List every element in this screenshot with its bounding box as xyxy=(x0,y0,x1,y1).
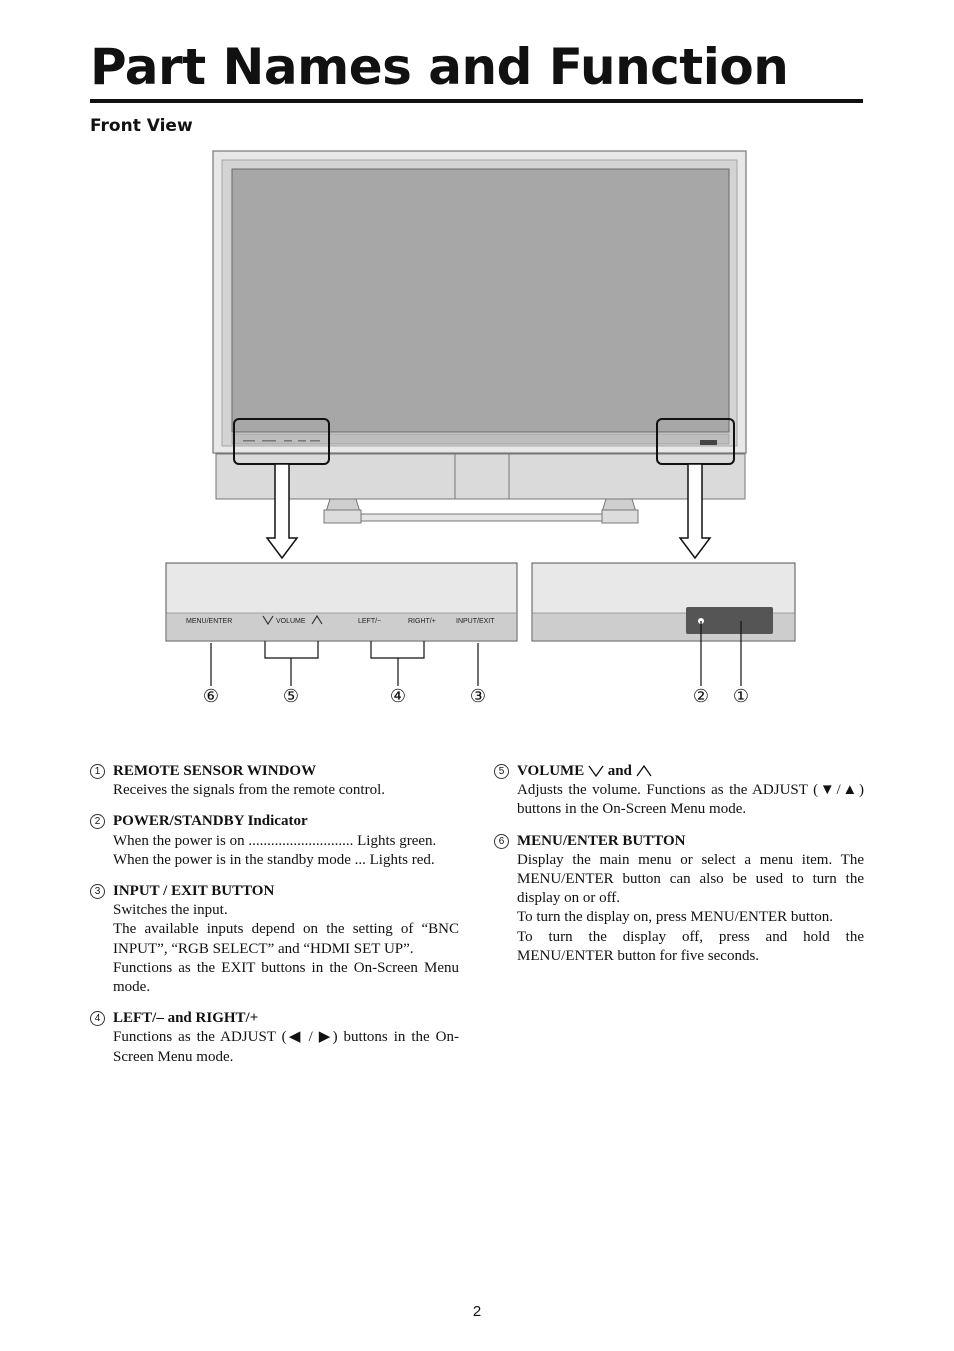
item-text: To turn the display off, press and hold the MENU/ENTER button for five seconds. xyxy=(517,928,864,964)
item-number: 3 xyxy=(90,884,105,899)
panel-label-input-exit: INPUT/EXIT xyxy=(456,618,495,625)
item-input-exit-button xyxy=(90,882,459,997)
item-text: Display the main menu or select a menu item. The MENU/ENTER button can also be used to turn the display on or off. xyxy=(517,851,864,907)
description-column-right xyxy=(494,762,864,978)
callout-5: ⑤ xyxy=(282,686,300,706)
item-text: To turn the display on, press MENU/ENTER button. xyxy=(517,909,834,926)
item-title: REMOTE SENSOR WINDOW xyxy=(113,763,317,779)
volume-down-icon xyxy=(588,765,604,777)
item-title: INPUT / EXIT BUTTON xyxy=(113,883,275,900)
item-text: Functions as the EXIT buttons in the On-Screen Menu mode. xyxy=(113,959,459,996)
item-text: Adjusts the volume. Functions as the ADJUST (▼/▲) buttons in the On-Screen Menu mode. xyxy=(517,782,864,818)
mini-sensor-window xyxy=(700,440,717,445)
item-title: LEFT/– and RIGHT/+ xyxy=(113,1010,259,1027)
item-title: MENU/ENTER BUTTON xyxy=(517,832,686,849)
item-text: When the power is on ............................ Lights green. xyxy=(113,832,437,849)
panel-label-left: LEFT/− xyxy=(358,618,382,625)
item-text: Switches the input. xyxy=(113,902,228,919)
item-number: 2 xyxy=(90,814,105,829)
callout-2: ② xyxy=(692,686,710,706)
item-text: Receives the signals from the remote control. xyxy=(113,782,385,799)
panel-label-right: RIGHT/+ xyxy=(408,618,436,625)
page-title: Part Names and Function xyxy=(90,38,789,96)
item-remote-sensor-window xyxy=(90,762,459,800)
stand-bar xyxy=(361,514,602,521)
item-text: Functions as the ADJUST (◀ / ▶) buttons in the On-Screen Menu mode. xyxy=(113,1029,459,1065)
item-volume-buttons xyxy=(494,762,864,820)
callout-1: ① xyxy=(732,686,750,706)
item-text: The available inputs depend on the setting of “BNC INPUT”, “RGB SELECT” and “HDMI SET UP”. xyxy=(113,921,459,957)
callout-4: ④ xyxy=(389,686,407,706)
item-number: 1 xyxy=(90,764,105,779)
panel-label-menu-enter: MENU/ENTER xyxy=(186,618,233,625)
item-number: 5 xyxy=(494,764,509,779)
item-left-right-buttons xyxy=(90,1009,459,1067)
item-number: 4 xyxy=(90,1011,105,1026)
item-text: When the power is in the standby mode ... Lights red. xyxy=(113,851,435,868)
page-number: 2 xyxy=(472,1303,482,1320)
item-title xyxy=(517,762,864,781)
section-heading: Front View xyxy=(90,116,193,136)
stand-base xyxy=(216,454,745,499)
callout-3: ③ xyxy=(469,686,487,706)
volume-up-icon xyxy=(636,765,652,777)
item-menu-enter-button xyxy=(494,832,864,966)
display-screen xyxy=(232,169,729,432)
panel-label-volume: VOLUME xyxy=(276,618,306,625)
description-column-left xyxy=(90,762,459,1079)
item-title-part: VOLUME xyxy=(517,763,585,779)
callout-6: ⑥ xyxy=(202,686,220,706)
item-title: POWER/STANDBY Indicator xyxy=(113,813,308,830)
item-number: 6 xyxy=(494,834,509,849)
control-strip xyxy=(232,434,729,444)
item-title-part: and xyxy=(607,763,632,779)
item-power-standby-indicator xyxy=(90,812,459,870)
